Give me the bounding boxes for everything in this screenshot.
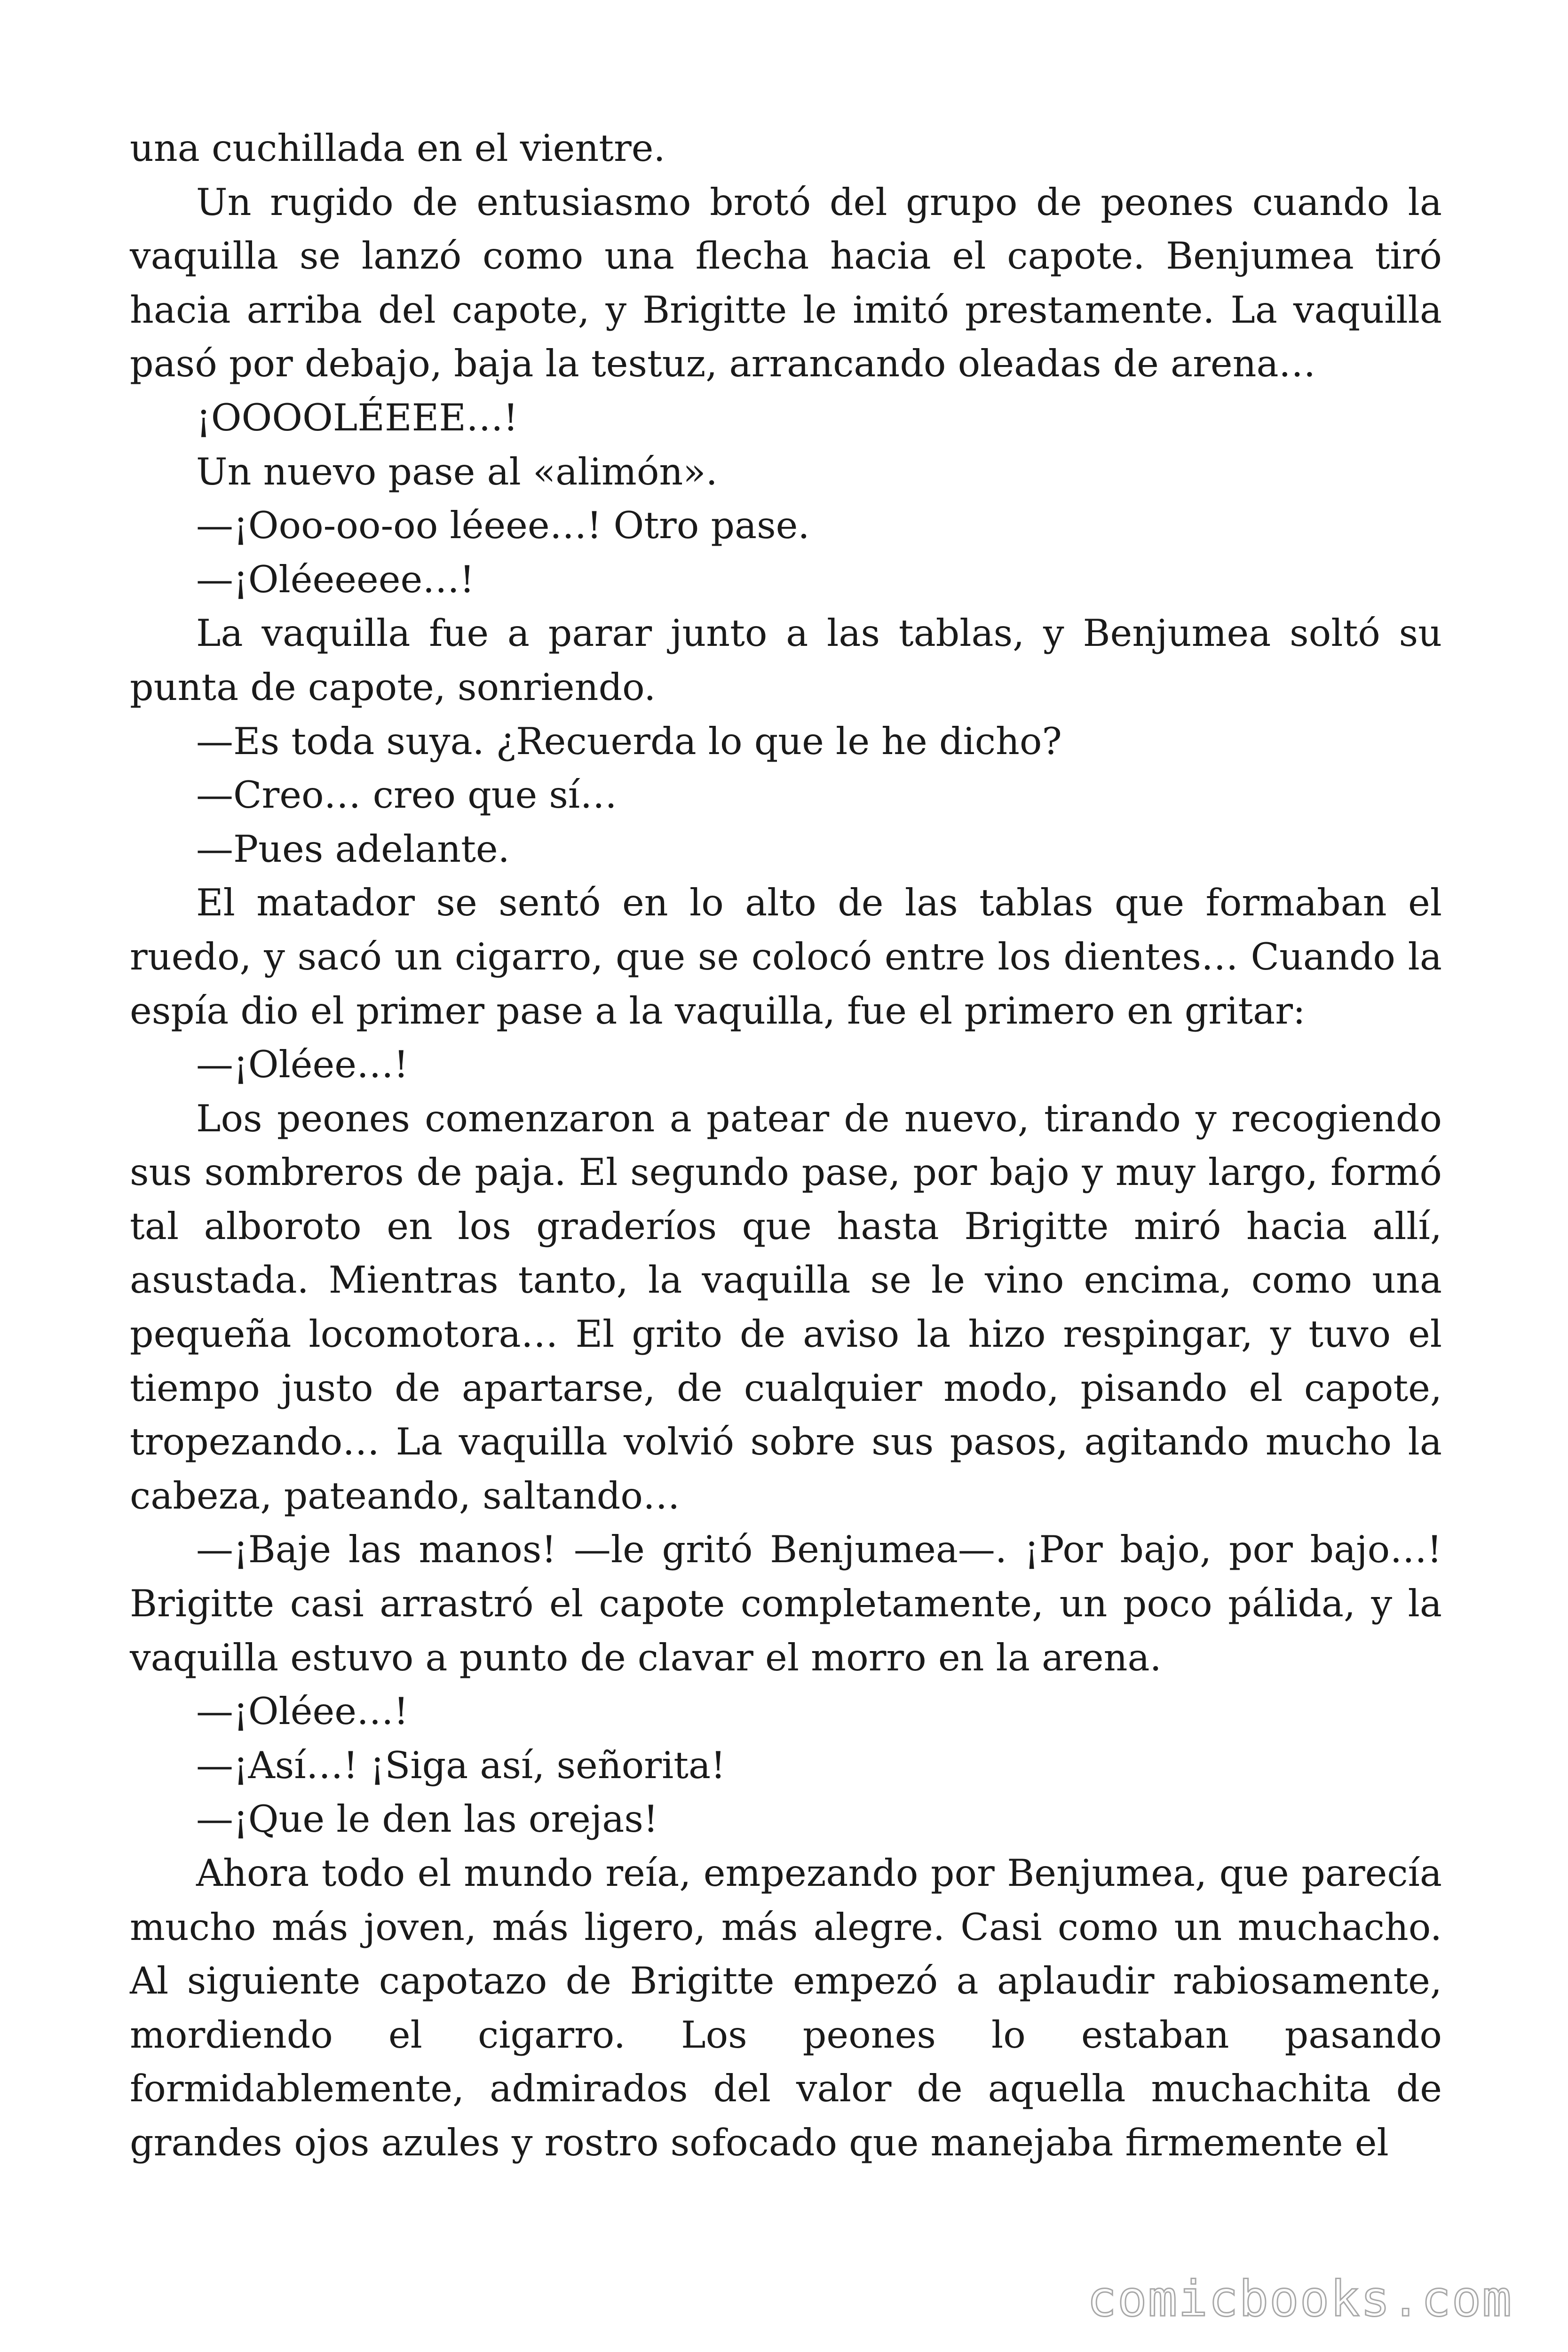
paragraph: Ahora todo el mundo reía, empezando por Benjumea, que parecía mucho más joven, más ligero, más alegre. Casi como un muchacho. Al siguiente capotazo de Brigitte empezó a aplaudir rabiosamente, mordiendo el cigarro. Los peones lo estaban pasando formidablemente, admirados del valor de aquella muchachita de grandes ojos azules y rostro sofocado que manejaba firmemente el (130, 1851, 1442, 2164)
paragraph: Los peones comenzaron a patear de nuevo, tirando y recogiendo sus sombreros de paja. El segundo pase, por bajo y muy largo, formó tal alboroto en los graderíos que hasta Brigitte miró hacia allí, asustada. Mientras tanto, la vaquilla se le vino encima, como una pequeña locomotora… El grito de aviso la hizo respingar, y tuvo el tiempo justo de apartarse, de cualquier modo, pisando el capote, tropezando… La vaquilla volvió sobre sus pasos, agitando mucho la cabeza, pateando, saltando… (130, 1097, 1442, 1518)
paragraph: —Pues adelante. (196, 827, 510, 871)
paragraph: —¡Oléee…! (196, 1043, 409, 1087)
paragraph: ¡OOOOLÉEEE…! (196, 396, 518, 439)
paragraph: —Es toda suya. ¿Recuerda lo que le he dicho? (196, 719, 1062, 763)
page-body-text (130, 121, 1442, 2170)
paragraph: La vaquilla fue a parar junto a las tablas, y Benjumea soltó su punta de capote, sonriendo. (130, 612, 1442, 709)
paragraph: —Creo… creo que sí… (196, 773, 618, 817)
watermark: comicbooks.com (1087, 2270, 1513, 2328)
paragraph: Un nuevo pase al «alimón». (196, 450, 718, 493)
paragraph: El matador se sentó en lo alto de las tablas que formaban el ruedo, y sacó un cigarro, que se colocó entre los dientes… Cuando la espía dio el primer pase a la vaquilla, fue el primero en gritar: (130, 881, 1442, 1033)
paragraph: —¡Que le den las orejas! (196, 1797, 658, 1841)
paragraph: —¡Ooo-oo-oo léeee…! Otro pase. (196, 504, 810, 548)
paragraph: —¡Así…! ¡Siga así, señorita! (196, 1743, 726, 1787)
paragraph: Un rugido de entusiasmo brotó del grupo de peones cuando la vaquilla se lanzó como una flecha hacia el capote. Benjumea tiró hacia arriba del capote, y Brigitte le imitó prestamente. La vaquilla pasó por debajo, baja la testuz, arrancando oleadas de arena… (130, 180, 1442, 386)
paragraph: —¡Baje las manos! —le gritó Benjumea—. ¡Por bajo, por bajo…! Brigitte casi arrastró el capote completamente, un poco pálida, y la vaquilla estuvo a punto de clavar el morro en la arena. (130, 1528, 1442, 1679)
paragraph: una cuchillada en el vientre. (130, 127, 665, 170)
paragraph: —¡Oléee…! (196, 1690, 409, 1733)
paragraph: —¡Oléeeeee…! (196, 557, 475, 601)
